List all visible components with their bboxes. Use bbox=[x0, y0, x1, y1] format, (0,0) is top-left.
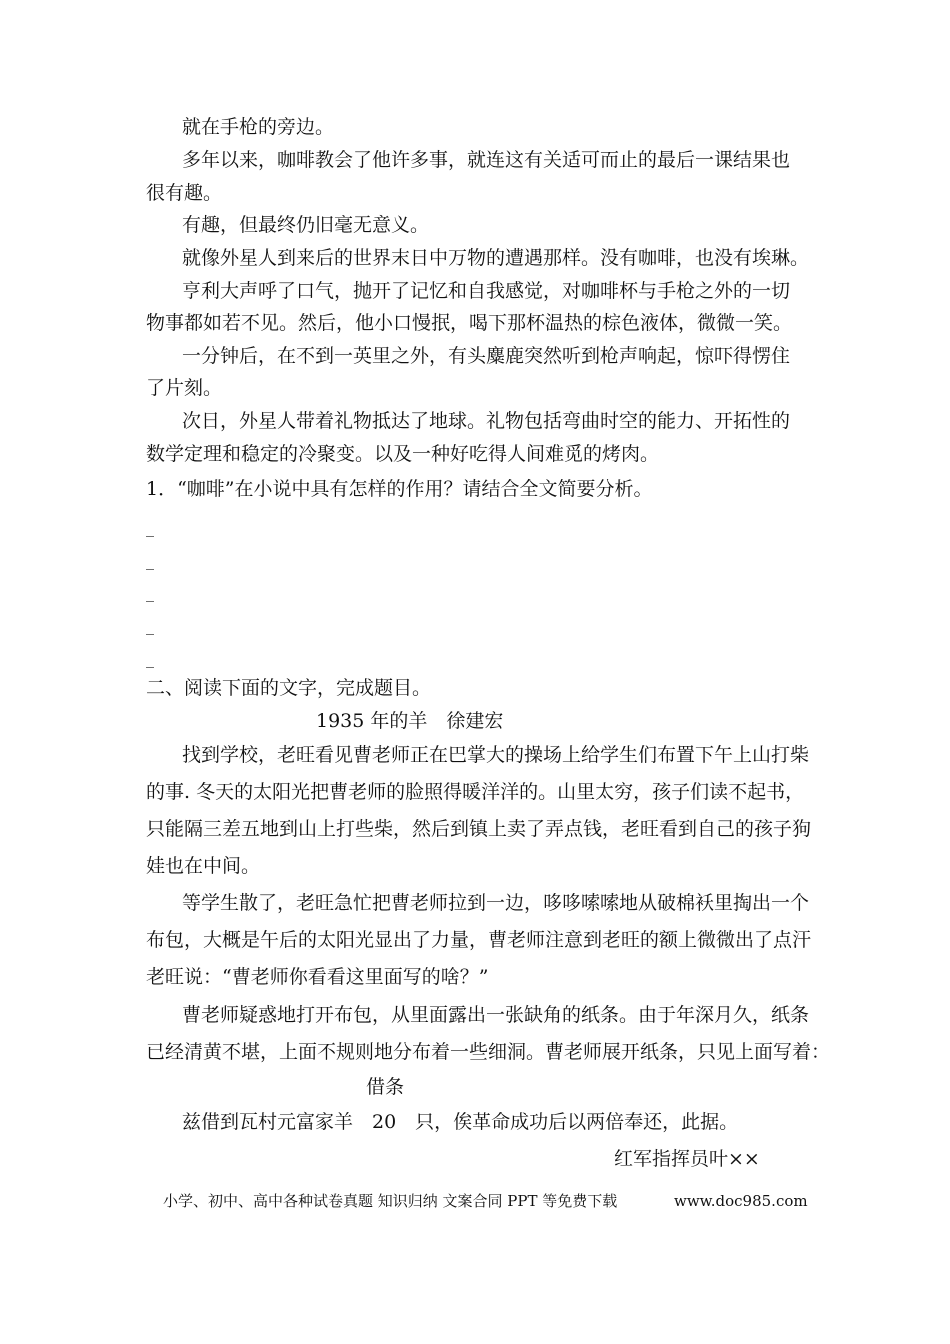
article-line: 的事. 冬天的太阳光把曹老师的脸照得暖洋洋的。山里太穷，孩子们读不起书， bbox=[146, 781, 805, 803]
story-paragraph: 亨利大声呼了口气，抛开了记忆和自我感觉，对咖啡杯与手枪之外的一切 bbox=[182, 280, 791, 302]
article-line: 布包，大概是午后的太阳光显出了力量，曹老师注意到老旺的额上微微出了点汗 bbox=[146, 929, 812, 951]
answer-blank: _ bbox=[146, 551, 154, 570]
footer-url: www.doc985.com bbox=[674, 1192, 808, 1210]
footer-text: 小学、初中、高中各种试卷真题 知识归纳 文案合同 PPT 等免费下载 bbox=[163, 1192, 618, 1210]
article-line: 已经清黄不堪，上面不规则地分布着一些细洞。曹老师展开纸条，只见上面写着： bbox=[146, 1041, 831, 1063]
story-line: 了片刻。 bbox=[146, 377, 223, 399]
answer-blank: _ bbox=[146, 583, 154, 602]
article-paragraph: 找到学校，老旺看见曹老师正在巴掌大的操场上给学生们布置下午上山打柴 bbox=[182, 744, 810, 766]
story-paragraph: 多年以来，咖啡教会了他许多事，就连这有关适可而止的最后一课结果也 bbox=[182, 149, 791, 171]
story-paragraph: 次日，外星人带着礼物抵达了地球。礼物包括弯曲时空的能力、开拓性的 bbox=[182, 410, 791, 432]
answer-blank: _ bbox=[146, 649, 154, 668]
article-line: 娃也在中间。 bbox=[146, 855, 261, 877]
article-paragraph: 等学生散了，老旺急忙把曹老师拉到一边，哆哆嗦嗦地从破棉袄里掏出一个 bbox=[182, 892, 810, 914]
article-paragraph: 曹老师疑惑地打开布包，从里面露出一张缺角的纸条。由于年深月久，纸条 bbox=[182, 1004, 810, 1026]
article-line: 只能隔三差五地到山上打些柴，然后到镇上卖了弄点钱，老旺看到自己的孩子狗 bbox=[146, 818, 812, 840]
story-paragraph: 就在手枪的旁边。 bbox=[182, 116, 335, 138]
answer-blank: _ bbox=[146, 616, 154, 635]
iou-signature: 红军指挥员叶×× bbox=[614, 1148, 760, 1170]
answer-blank: _ bbox=[146, 518, 154, 537]
iou-text: 兹借到瓦村元富家羊 20 只，俟革命成功后以两倍奉还，此据。 bbox=[182, 1111, 739, 1133]
story-paragraph: 一分钟后，在不到一英里之外，有头麋鹿突然听到枪声响起，惊吓得愣住 bbox=[182, 345, 791, 367]
article-line: 老旺说：“曹老师你看看这里面写的啥？” bbox=[146, 966, 489, 988]
article-title: 1935 年的羊 徐建宏 bbox=[316, 710, 504, 732]
story-line: 很有趣。 bbox=[146, 182, 223, 204]
story-line: 数学定理和稳定的冷聚变。以及一种好吃得人间难觅的烤肉。 bbox=[146, 443, 660, 465]
question-1: 1．“咖啡”在小说中具有怎样的作用？请结合全文简要分析。 bbox=[146, 478, 653, 500]
story-paragraph: 就像外星人到来后的世界末日中万物的遭遇那样。没有咖啡，也没有埃琳。 bbox=[182, 247, 810, 269]
section-heading: 二、阅读下面的文字，完成题目。 bbox=[146, 677, 432, 699]
story-paragraph: 有趣，但最终仍旧毫无意义。 bbox=[182, 214, 430, 236]
iou-title: 借条 bbox=[366, 1076, 405, 1098]
story-line: 物事都如若不见。然后，他小口慢抿，喝下那杯温热的棕色液体，微微一笑。 bbox=[146, 312, 793, 334]
